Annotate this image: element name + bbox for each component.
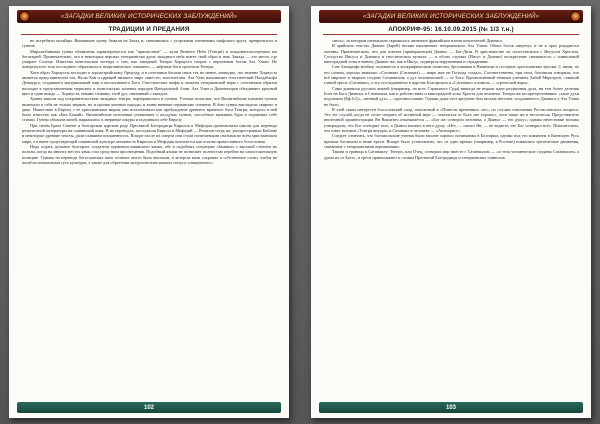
page-number: 102 xyxy=(143,404,154,411)
divider xyxy=(21,34,277,35)
paragraph: Миролюбивыми гунны объявлены характеризуется как "пришествие" — купи Вечного Неба (Тенгри) и покровительствуемых им богатырей. Примечательно, что в некоторых версиях тенгрианства душа западного неба имеет свой образ и имя. Запада — это место, где умирает Солнце. Известна монгольская легенда о том, как западный Тенгри Хормуста спорит с верховным богом Ата Улаан. Не повергнутого тела последнего образовалось неорганическое «нижнее» — мёртвые боги прогнали Тенгри. xyxy=(22,48,277,70)
page-footer xyxy=(319,402,583,413)
paragraph: В арийских текстах Дианис (Зарей) весьма напоминает тенгрианского Ата Улана. Обоих богов свергнут, и не в прах рождаются мотивы. Примечательно, что для аскетов (приверженцев) Дианис — Бог-Дитя. В христианстве он сопоставлялся с Иисусом Христом. Соседство Иисуса и Дианиса в гностических культах — в обоих случаях (Иисус и Дианис) воскресение связывалось с символикой виноградной лозы и вином, Дианис-же, как и Иисус, подвергся нарушениям и страданиям. xyxy=(324,43,579,65)
left-page xyxy=(9,6,289,418)
page-footer xyxy=(17,402,281,413)
divider xyxy=(323,34,579,35)
running-title: «ЗАГАДКИ ВЕЛИКИХ ИСТОРИЧЕСКИХ ЗАБЛУЖДЕНИЙ» xyxy=(362,13,540,20)
section-title: АПОКРИФ-95: 16.10.09.2015 (№ 1/3 т.н.) xyxy=(388,26,514,33)
body-text xyxy=(22,38,277,396)
body-text xyxy=(324,38,579,396)
paragraph: Сам Апокрифа вообще склоняется к апокрифическим сюжетам, бросившим в Византии и соседних христианских ересям. С ними, по его словам, хорошо знакомы: «Сатанаил (Сатанаил) — тварь иже не Господа создал». Соответственно, при этом, богомилы говорили, что всё мирское и тварное создано Сатанаилом, а дух человеческий — от Бога. Вдохновлённый тёмным учением, Бабай Мирогрон, ставший главой ереси «Сатанаил», а его последователи в царстве Болгарском и «Сатанаил» в книгах — «греческой веры». xyxy=(324,64,579,86)
paragraph: При своём Брата Семене и болгарском царском роде Пресвятой Богородицы Кирилла и Мефодия организовали школы для перевода религиозной литературы на славянский язык. В их переводах, послужили Кирилл и Мефодий — Ремизов тогда же, распространяли Библию и некоторые древние тексты, дали славянам письменность. Вскоре после их смерти они стали почитаемыми святыми во всём христианском мире, а в ныне существующей славянской культуре книжность Кирилла и Мефодия почитается как основа православного богословия. xyxy=(22,122,277,144)
emblem-icon xyxy=(570,11,581,22)
paragraph: Надо отдать должное болгарам: создатели церковнославянского языка, обе в подобных ситуациях объявили о высокой степени их пользы, когда на многих местах язык стал средством просвещения. Подобный языки не позволяет полностью перейти на самостоятельную позицию. Однако на переводе богословских книг отличие могло быть высоким, в котором язык сохранял и собственное слово, чтобы не погибла изначальная суть культуры, а также для обретения литургическим языком статуса «священного». xyxy=(22,143,277,165)
paragraph: «весь», за которым изначально скрывалось античное фракийское племя почитателей Дианиса. xyxy=(332,38,503,43)
paragraph: В этой связи интересен богословский спор, описанный в «Повести временных лет», по случаю отношения Ростиславского вопроса. Это тот случай, когда не стоит спорить об истинной вере — отказаться от Бога «не хорошо», хотя такие же и несогласия. Представитель иноземной администрации Ян Вышатич отказывается — «Бог же сотворил человека, а Дьявол — его душу»; однако нечестивые волхвы утверждали, что Бог сотворил тело, а Дьявол вложил в него душу. «Нет, — сказал Ян, — не ведаете, что Бог сотворил всё». Показательно, что ответ волхвов «Тенгри внутри» и Сатанаил в человеке — «Антихрист». xyxy=(324,106,579,134)
running-header xyxy=(17,10,281,23)
running-header xyxy=(319,10,583,23)
right-page xyxy=(311,6,591,418)
running-title: «ЗАГАДКИ ВЕЛИКИХ ИСТОРИЧЕСКИХ ЗАБЛУЖДЕНИЙ» xyxy=(60,13,238,20)
paragraph: Хунны вышли под покровительством западных тенгри, переправились в гуннов. Ученые полагают, что Византийские племена гуннов включали в себя не только тюрков, но и прочие кочевые народы, и воинственные германские племена. В бою гунны выглядели свирепо и дико. Нашествие в Европу с её христианским миром они использовали как пробуждение древнего мрачного бога Тенгри, которого в ней было известно как «Бич Божий». Византийские источники упоминают о колдунах гуннов, способных вызывать бури и подчинять себе стихии. Гунны обожали коней, наряжались в звериные шкуры и подчиняли себе Европу. xyxy=(22,96,277,123)
section-title: ТРАДИЦИИ И ПРЕДАНИЯ xyxy=(108,26,190,33)
page-number: 103 xyxy=(445,404,456,411)
paragraph: Сами дианисья русских князей (например, на всех Страшного Суда) никогда не ведали идеи раздвоения духа, ни тем более деления Бога на Бога Дианиса и Сатанаила, как и рабство вина и виноградной лозы Христа для человека. Тенгри же кесаря-противника: «злые духи подгоняли (Бф 6:1)», «вечный дух» — противостояние. Однако даже этот аргумент был весьма неточен: «подлинного» Дианиса у Ата Улана не было. xyxy=(324,85,579,107)
paragraph: не истребили китайцы. Выжившие хунну бежали на Запад и, смешавшись с угорскими племенами скифского круга, превратились в гуннов. xyxy=(22,38,277,49)
paragraph: Хотя образ Хормусты восходит к зороастрийскому Ормузду, и в сочетании богами связь тех не менее, очевидно, что именно Хормуста является представителем зла, Налы-Хан и царицей низшего мира «вместо» властителем. Ата Улан напоминает гностический Иалдабаофа Демиурга, создавшего материальный мир и воплотившего Бога. Гностические мифы и сюжеты тенгрианской веры с сочетанием образов восходят к представлениям тюркских и монгольских кочевых народов Центральной Азии. Ата Улан и Дианизгиров объединяет красный цвет и один вождь — Хормуста, иными словами, злой дух, связанный с западом. xyxy=(22,69,277,96)
paragraph: Такова и граница к Сатанаилу: Тенгри, или Отец, сотворил мир вместе с Сатанаилом — «и тела человеческие созданы Сатанаилом, а души их от Бога», и ереси приписывают к словам Пресвятой Богородицы и тенгрианских символов. xyxy=(324,149,579,160)
paragraph: Следует отметить, что богомильские учения были вполне хорошо понимаемы в Болгарии, однако под его влиянием в Киевскую Русь пришли богомилы и иные ереси. Вскоре было установлено, что «в одно время» (например, в Ростове) появились еретические движения, связанные с тенгрианскими верованиями. xyxy=(324,133,579,149)
emblem-icon xyxy=(19,11,30,22)
